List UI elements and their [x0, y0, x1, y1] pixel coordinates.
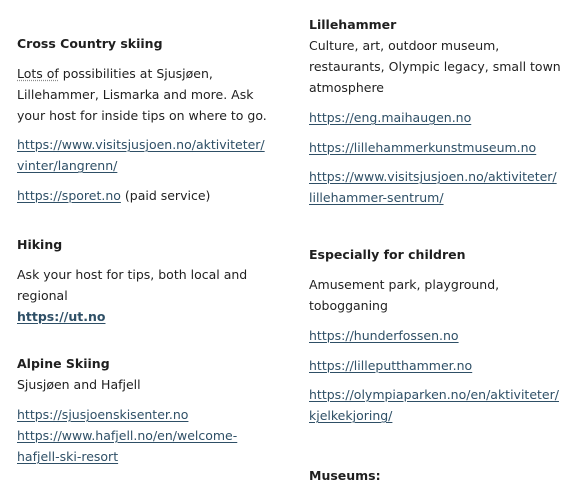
hafjell-link-line2: hafjell-ski-resort: [17, 449, 119, 464]
lillehammer-section: [309, 15, 577, 208]
cross-country-section: [17, 34, 285, 206]
visitsjusjoen-langrenn-link-line1: https://www.visitsjusjoen.no/aktiviteter/: [17, 137, 265, 152]
lillehammer-text: Culture, art, outdoor museum, restaurants, Olympic legacy, small town atmosphere: [309, 38, 561, 95]
hafjell-link[interactable]: [17, 425, 285, 467]
kunstmuseum-link[interactable]: https://lillehammerkunstmuseum.no: [309, 140, 537, 155]
visitsjusjoen-langrenn-link-line2: vinter/langrenn/: [17, 158, 118, 173]
cross-country-text-rest: possibilities at Sjusjøen, Lillehammer, Lismarka and more. Ask your host for inside tips on where to go.: [17, 66, 267, 123]
sjusjoenskisenter-link[interactable]: https://sjusjoenskisenter.no: [17, 407, 189, 422]
hiking-text: Ask your host for tips, both local and regional: [17, 267, 248, 303]
olympiaparken-link-line2: kjelkekjoring/: [309, 408, 393, 423]
visitsjusjoen-sentrum-link-line1: https://www.visitsjusjoen.no/aktiviteter/: [309, 169, 557, 184]
ut-no-link[interactable]: https://ut.no: [17, 309, 106, 324]
museums-heading: Museums:: [309, 468, 381, 483]
visitsjusjoen-langrenn-link[interactable]: [17, 134, 285, 176]
hiking-heading: Hiking: [17, 237, 63, 252]
alpine-heading: Alpine Skiing: [17, 356, 110, 371]
visitsjusjoen-sentrum-link-line2: lillehammer-sentrum/: [309, 190, 444, 205]
sporet-line: [17, 185, 285, 206]
visitsjusjoen-sentrum-link[interactable]: [309, 166, 577, 208]
children-section: [309, 245, 577, 426]
museums-section: [309, 466, 577, 486]
hafjell-link-line1: https://www.hafjell.no/en/welcome-: [17, 428, 238, 443]
olympiaparken-link[interactable]: [309, 384, 577, 426]
lilleputthammer-link[interactable]: https://lilleputthammer.no: [309, 358, 473, 373]
cross-country-text-lots-of: Lots of: [17, 66, 59, 81]
cross-country-text: [17, 63, 285, 126]
hunderfossen-link[interactable]: https://hunderfossen.no: [309, 328, 459, 343]
cross-country-heading: Cross Country skiing: [17, 36, 163, 51]
maihaugen-link[interactable]: https://eng.maihaugen.no: [309, 110, 472, 125]
lillehammer-heading: Lillehammer: [309, 17, 397, 32]
olympiaparken-link-line1: https://olympiaparken.no/en/aktiviteter/: [309, 387, 559, 402]
hiking-section: [17, 235, 285, 327]
alpine-text: Sjusjøen and Hafjell: [17, 377, 141, 392]
children-heading: Especially for children: [309, 247, 466, 262]
sporet-link[interactable]: https://sporet.no: [17, 188, 121, 203]
sporet-note: (paid service): [120, 188, 211, 203]
alpine-section: [17, 354, 285, 467]
children-text: Amusement park, playground, tobogganing: [309, 277, 500, 313]
